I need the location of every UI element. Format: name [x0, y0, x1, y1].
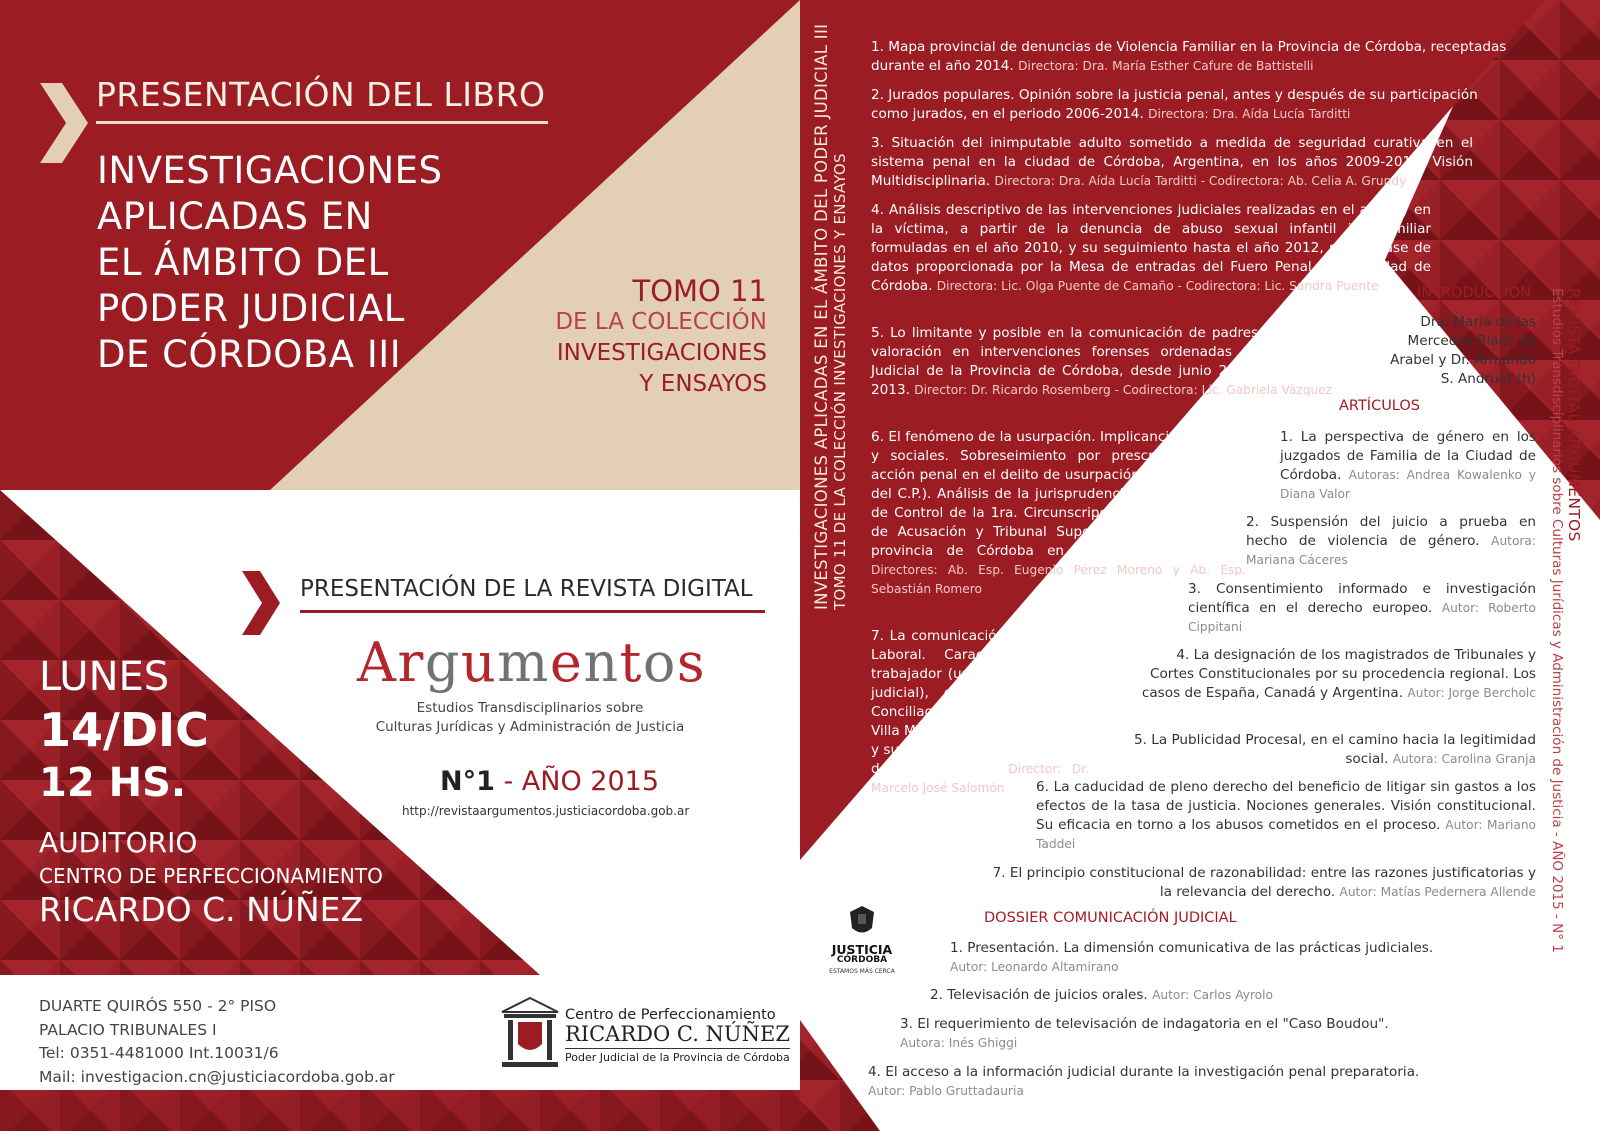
intro-heading: INTRODUCCIÓN [1417, 285, 1532, 301]
journal-issue [440, 766, 659, 797]
issue-year: - AÑO 2015 [494, 766, 660, 797]
address-line: DUARTE QUIRÓS 550 - 2° PISO [39, 997, 277, 1015]
journal-title-rule [300, 610, 765, 613]
tomo-collection-label: DE LA COLECCIÓN [555, 309, 767, 335]
dossier-item: 4. El acceso a la información judicial durante la investigación penal preparatoria. Autor: Pablo Gruttadauria [868, 1064, 1420, 1098]
contact-block [39, 995, 395, 1089]
event-date: 14/DIC [39, 703, 209, 757]
book-title-line: INVESTIGACIONES [97, 149, 443, 192]
tomo-number: TOMO 11 [632, 274, 767, 308]
dossier-heading: DOSSIER COMUNICACIÓN JUDICIAL [984, 910, 1237, 926]
event-venue-2: CENTRO DE PERFECCIONAMIENTO [39, 864, 383, 888]
dossier-item: 2. Televisación de juicios orales. Autor: Carlos Ayrolo [930, 987, 1273, 1003]
book-item: 2. Jurados populares. Opinión sobre la justicia penal, antes y después de su participación como jurados, en el periodo 2006-2014. Directora: Dra. Aída Lucía Tarditti [871, 87, 1478, 122]
logo-tagline: ESTAMOS MÁS CERCA [829, 968, 895, 975]
spine-line-2: TOMO 11 DE LA COLECCIÓN INVESTIGACIONES Y ENSAYOS [831, 153, 849, 610]
spine-text [812, 24, 849, 610]
book-title-rule [96, 121, 548, 124]
logo-line-2: CÓRDOBA [836, 955, 888, 965]
event-day: LUNES [39, 654, 170, 700]
book-item: 7. La comunicación en el Fuero Laboral. Caracterización del trabajador (usuario del sistema judicial), en el Juzgado de Conciliación de la ciudad de Villa María, durante el año 2014 y su vinculación con los canales de comunicación. Director: Dr. Marcelo José Salomón [871, 628, 1090, 795]
dossier-item: 3. El requerimiento de televisación de indagatoria en el "Caso Boudou". Autora: Inés Ghiggi [900, 1016, 1389, 1050]
journal-subtitle [330, 699, 730, 737]
justicia-cordoba-logo [822, 904, 902, 975]
institution-name: RICARDO C. NÚÑEZ [565, 1022, 790, 1046]
chevron-icon [40, 83, 90, 163]
book-title-line: APLICADAS EN [97, 195, 373, 238]
shield-icon [847, 904, 877, 938]
chevron-icon [242, 571, 282, 635]
book-title [97, 148, 443, 378]
logo-line-1: JUSTICIA [831, 942, 893, 957]
book-title-line: EL ÁMBITO DEL [97, 241, 389, 284]
article-item: 7. El principio constitucional de razonabilidad: entre las razones justificatorias y la relevancia del derecho. Autor: Matías Pedernera Allende [992, 865, 1536, 900]
email[interactable]: Mail: investigacion.cn@justiciacordoba.gob.ar [39, 1067, 395, 1086]
address-line: PALACIO TRIBUNALES I [39, 1020, 217, 1039]
side-line-1: REVISTA DIGITAL ARGUMENTOS [1565, 288, 1583, 542]
event-venue-3: RICARDO C. NÚÑEZ [39, 890, 364, 929]
articles-heading: ARTÍCULOS [1339, 398, 1420, 414]
journal-section-title: PRESENTACIÓN DE LA REVISTA DIGITAL [300, 576, 753, 602]
book-item: 1. Mapa provincial de denuncias de Violencia Familiar en la Provincia de Córdoba, receptadas durante el año 2014. Directora: Dra. María Esther Cafure de Battistelli [871, 39, 1507, 74]
event-venue: AUDITORIO [39, 826, 198, 859]
article-item: 6. La caducidad de pleno derecho del beneficio de litigar sin gastos a los efectos de la tasa de justicia. Nociones generales. Visión constitucional. Su eficacia en torno a los abusos cometidos en el proceso. Autor: Mariano Taddei [1036, 779, 1536, 851]
journal-url[interactable]: http://revistaargumentos.justiciacordoba.gob.ar [402, 804, 690, 818]
tomo-collection-name: INVESTIGACIONES [556, 340, 767, 366]
journal-subtitle-line: Culturas Jurídicas y Administración de Justicia [375, 719, 685, 735]
side-line-2: Estudios Transdisciplinarios sobre Culturas Jurídicas y Administración de Justicia - AÑO 2015 - N° 1 [1549, 288, 1565, 953]
article-item: 2. Suspensión del juicio a prueba en hecho de violencia de género. Autora: Mariana Cáceres [1246, 514, 1536, 567]
event-time: 12 HS. [39, 760, 187, 806]
institution-line: Centro de Perfeccionamiento [565, 1007, 776, 1023]
journal-logo: Argumentos [357, 631, 707, 694]
dossier-item: 1. Presentación. La dimensión comunicativa de las prácticas judiciales. Autor: Leonardo Altamirano [950, 940, 1434, 974]
tomo-block [515, 276, 767, 400]
book-item: 3. Situación del inimputable adulto sometido a medida de seguridad curativa en el sistema penal en la ciudad de Córdoba, Argentina, en los años 2009-2011. Visión Multidisciplinaria. Directora: Dra. Aída Lucía Tarditti - Codirectora: Ab. Celia A. Grundy [871, 135, 1473, 189]
tomo-collection-name-2: Y ENSAYOS [639, 371, 767, 397]
article-item: 3. Consentimiento informado e investigación científica en el derecho europeo. Autor: Roberto Cippitani [1188, 581, 1536, 634]
book-title-line: PODER JUDICIAL [97, 287, 405, 330]
spine-line-1: INVESTIGACIONES APLICADAS EN EL ÁMBITO DEL PODER JUDICIAL III [812, 23, 831, 610]
issue-number: N°1 [440, 766, 495, 797]
article-item: 1. La perspectiva de género en los juzgados de Familia de la Ciudad de Córdoba. Autoras: Andrea Kowalenko y Diana Valor [1280, 429, 1536, 501]
book-section-title: PRESENTACIÓN DEL LIBRO [96, 75, 546, 114]
book-title-line: DE CÓRDOBA III [97, 333, 402, 376]
institution-subline: Poder Judicial de la Provincia de Córdoba [565, 1048, 790, 1064]
book-item: 4. Análisis descriptivo de las intervenciones judiciales realizadas en el autor y en la víctima, a partir de la denuncia de abuso sexual infantil intrafamiliar formuladas en el año 2010, y su seguimiento hasta el año 2012, según base de datos proporcionada por la Mesa de entradas del Fuero Penal de la ciudad de Córdoba. Directora: Lic. Olga Puente de Camaño - Codirectora: Lic. Sandra Puente [871, 202, 1431, 294]
article-item: 4. La designación de los magistrados de Tribunales y Cortes Constitucionales por su procedencia regional. Los casos de España, Canadá y Argentina. Autor: Jorge Bercholc [1141, 647, 1536, 701]
institution-logo [565, 1007, 790, 1064]
intro-text: Dra. María de las Mercedes Blanc de Arabel y Dr. Armando S. Andruet (h) [1390, 314, 1536, 387]
phone: Tel: 0351-4481000 Int.10031/6 [39, 1044, 279, 1062]
article-item: 5. La Publicidad Procesal, en el camino hacia la legitimidad social. Autora: Carolina Granja [1133, 732, 1536, 767]
side-text [1549, 288, 1583, 953]
book-item: 5. Lo limitante y posible en la comunicación de padres e hijos. Su valoración en intervenciones forenses ordenadas por el Poder Judicial de la Provincia de Córdoba, desde junio 2012 hasta junio 2013. Director: Dr. Ricardo Rosemberg - Codirectora: Lic. Gabriela Vázquez [871, 325, 1338, 398]
book-item: 6. El fenómeno de la usurpación. Implicancias jurídicas y sociales. Sobreseimiento por prescripción de la acción penal en el delito de usurpación (art. 181 inc. 1 del C.P.). Análisis de la jurisprudencia de los Juzgados de Control de la 1ra. Circunscripción Judicial, Cámara de Acusación y Tribunal Superior de Justicia de la provincia de Córdoba en el periodo 2007-2011. Directores: Ab. Esp. Eugenio Pérez Moreno y Ab. Esp. Sebastián Romero [871, 429, 1246, 596]
journal-subtitle-line: Estudios Transdisciplinarios sobre [416, 700, 644, 716]
courthouse-emblem-icon [500, 996, 560, 1072]
